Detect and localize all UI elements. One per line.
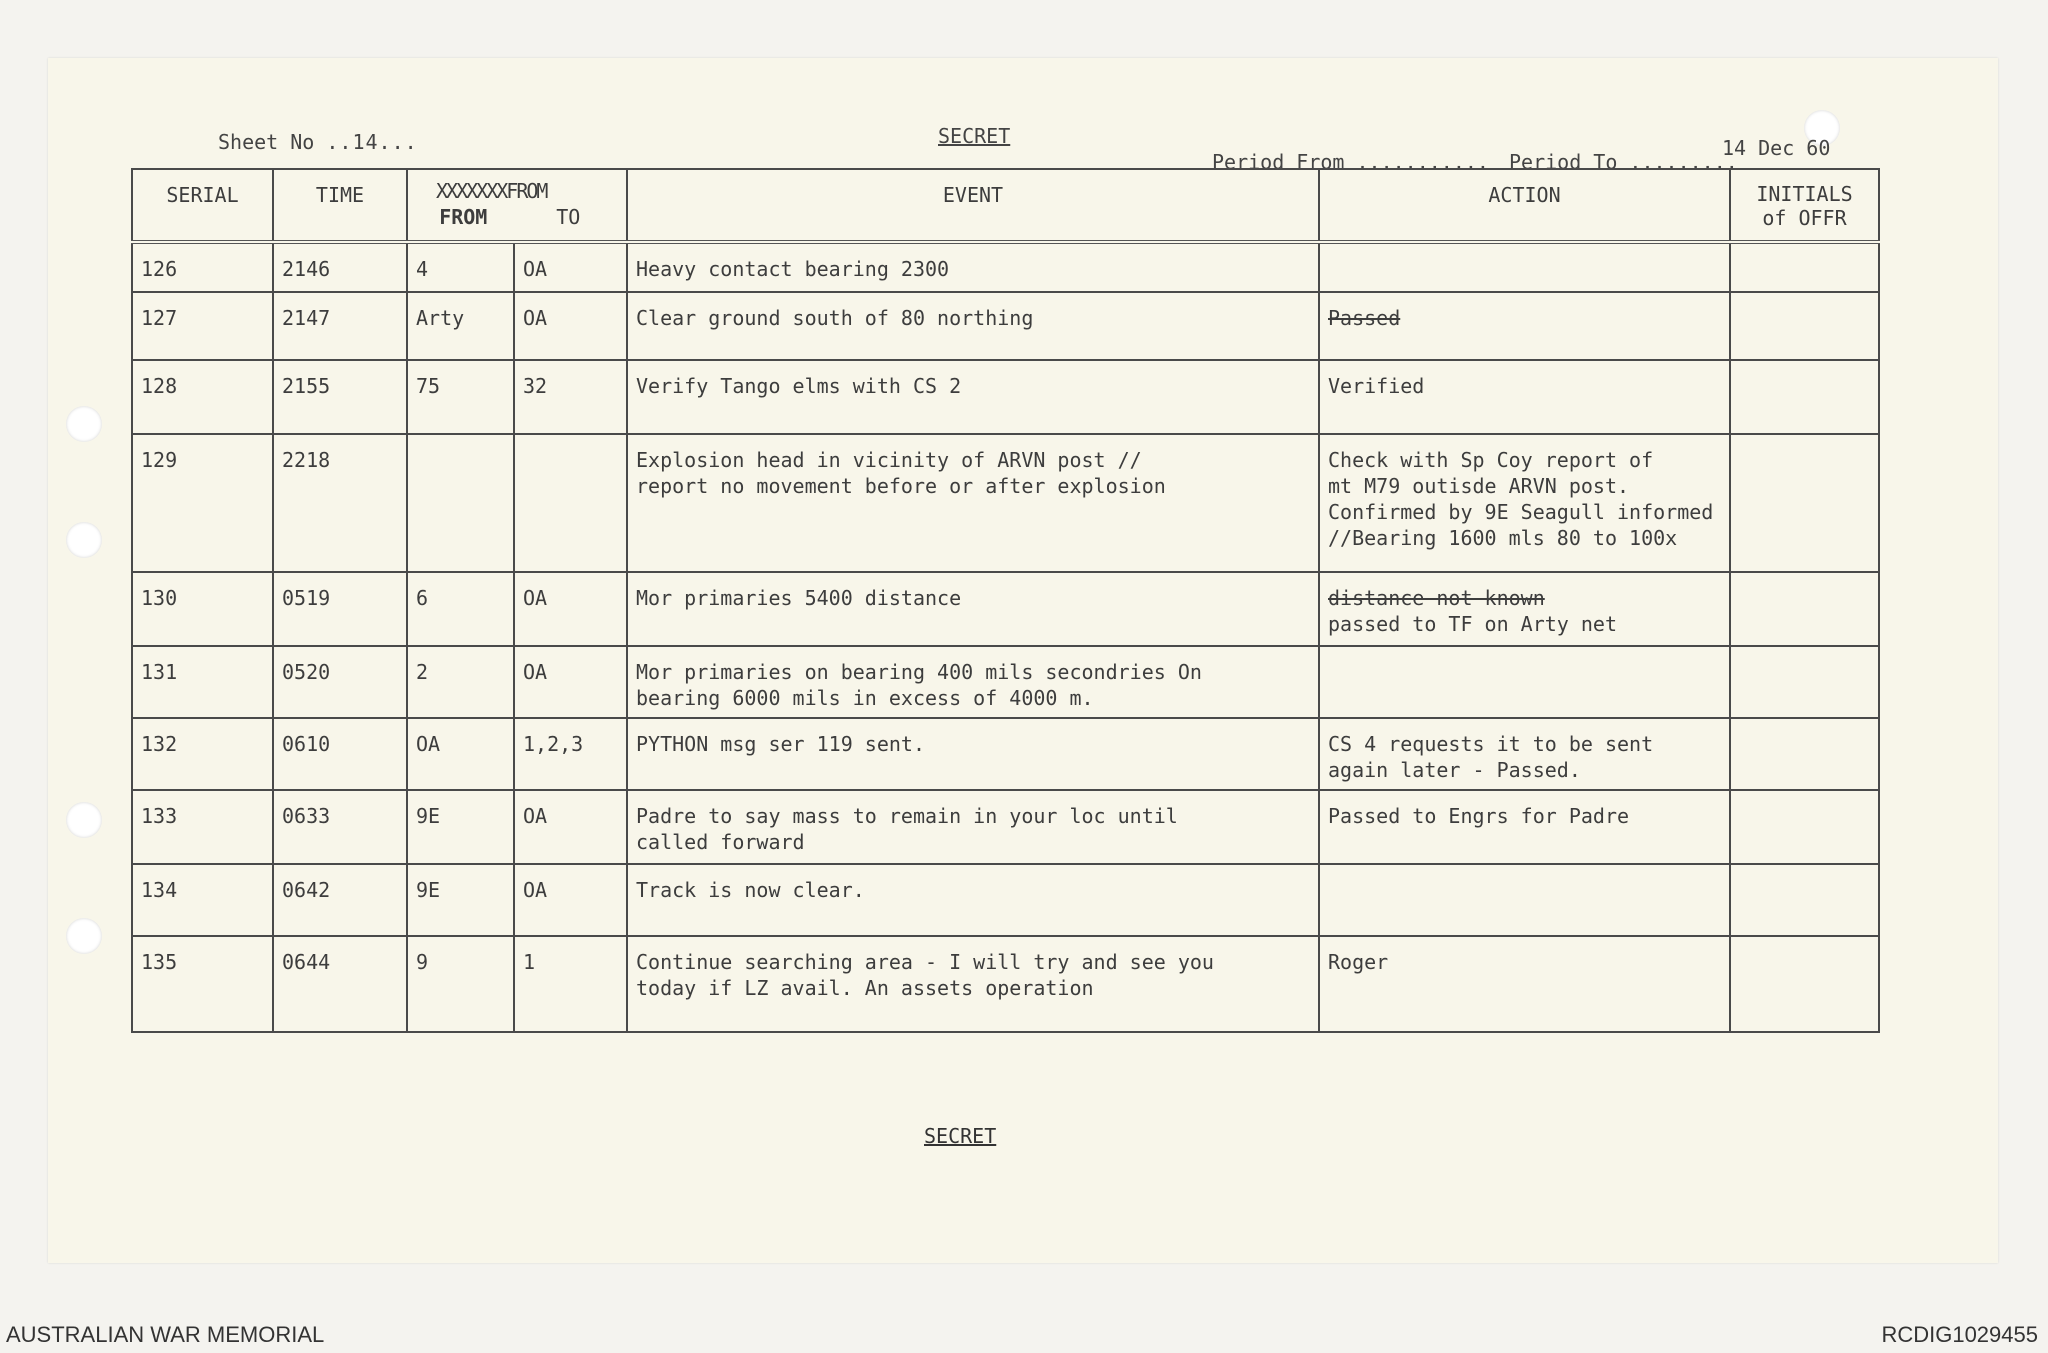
action-cell: [1319, 434, 1730, 572]
time-cell: [273, 864, 407, 936]
col-to: TO: [556, 205, 581, 229]
time-text: 2218: [282, 448, 331, 472]
initials-cell: [1730, 572, 1879, 646]
action-text: Roger: [1328, 950, 1389, 974]
event-cell: [627, 360, 1319, 434]
archive-footer: [0, 1320, 2048, 1353]
to-cell: [514, 434, 627, 572]
serial-cell: [132, 936, 273, 1032]
time-cell: [273, 572, 407, 646]
time-cell: [273, 242, 407, 292]
action-cell: [1319, 936, 1730, 1032]
event-cell: [627, 936, 1319, 1032]
sheet-value: ..14...: [326, 130, 418, 154]
table-row: [132, 292, 1879, 360]
from-text: 9E: [416, 804, 441, 828]
serial-text: 135: [141, 950, 178, 974]
period-from-value: ...........: [1356, 150, 1489, 174]
to-text: 32: [523, 374, 548, 398]
event-text: Explosion head in vicinity of ARVN post // report no movement before or after explosion: [636, 448, 1166, 498]
initials-cell: [1730, 242, 1879, 292]
time-cell: [273, 360, 407, 434]
to-text: 1,2,3: [523, 732, 584, 756]
action-cell: [1319, 360, 1730, 434]
to-cell: [514, 864, 627, 936]
time-text: 0520: [282, 660, 331, 684]
event-text: Heavy contact bearing 2300: [636, 257, 950, 281]
col-from: FROM: [439, 205, 488, 229]
to-text: OA: [523, 660, 548, 684]
document-date: 14 Dec 60: [1722, 136, 1831, 160]
event-text: Clear ground south of 80 northing: [636, 306, 1034, 330]
serial-cell: [132, 646, 273, 718]
period-from-label: Period From: [1212, 150, 1345, 174]
header-row: [132, 169, 1879, 242]
serial-text: 133: [141, 804, 178, 828]
to-text: OA: [523, 878, 548, 902]
time-cell: [273, 292, 407, 360]
action-text: Check with Sp Coy report of mt M79 outisde ARVN post. Confirmed by 9E Seagull informed //Bearing 1600 mls 80 to 100x: [1328, 448, 1714, 550]
time-text: 0519: [282, 586, 331, 610]
from-cell: [407, 242, 514, 292]
col-time: TIME: [273, 169, 407, 242]
initials-cell: [1730, 790, 1879, 864]
serial-cell: [132, 790, 273, 864]
serial-text: 128: [141, 374, 178, 398]
to-cell: [514, 718, 627, 790]
table-row: [132, 242, 1879, 292]
to-cell: [514, 646, 627, 718]
serial-cell: [132, 864, 273, 936]
to-text: OA: [523, 257, 548, 281]
serial-text: 130: [141, 586, 178, 610]
initials-cell: [1730, 936, 1879, 1032]
catalogue-id: RCDIG1029455: [1881, 1322, 2038, 1347]
col-initials-line2: of OFFR: [1762, 206, 1847, 230]
action-text: Passed: [1328, 306, 1401, 330]
event-text: Track is now clear.: [636, 878, 865, 902]
to-cell: [514, 360, 627, 434]
action-struck-text: distance not known: [1328, 586, 1545, 610]
event-text: Mor primaries 5400 distance: [636, 586, 962, 610]
initials-cell: [1730, 864, 1879, 936]
event-cell: [627, 242, 1319, 292]
punch-hole: [66, 802, 102, 838]
from-text: 2: [416, 660, 429, 684]
from-text: OA: [416, 732, 441, 756]
from-text: 9E: [416, 878, 441, 902]
log-table: [131, 168, 1880, 1033]
col-action: ACTION: [1319, 169, 1730, 242]
initials-cell: [1730, 292, 1879, 360]
log-body: [132, 242, 1879, 1032]
action-cell: [1319, 646, 1730, 718]
time-text: 0610: [282, 732, 331, 756]
time-cell: [273, 936, 407, 1032]
from-cell: [407, 790, 514, 864]
initials-cell: [1730, 646, 1879, 718]
time-text: 0642: [282, 878, 331, 902]
serial-text: 129: [141, 448, 178, 472]
to-cell: [514, 936, 627, 1032]
action-cell: [1319, 242, 1730, 292]
action-text: passed to TF on Arty net: [1328, 612, 1617, 636]
from-cell: [407, 718, 514, 790]
serial-cell: [132, 292, 273, 360]
col-serial: SERIAL: [132, 169, 273, 242]
event-text: Verify Tango elms with CS 2: [636, 374, 962, 398]
initials-cell: [1730, 360, 1879, 434]
from-cell: [407, 434, 514, 572]
col-from-to: [407, 169, 627, 242]
initials-cell: [1730, 718, 1879, 790]
initials-cell: [1730, 434, 1879, 572]
institution-name: AUSTRALIAN WAR MEMORIAL: [6, 1322, 325, 1347]
to-cell: [514, 292, 627, 360]
time-text: 2147: [282, 306, 331, 330]
time-text: 2155: [282, 374, 331, 398]
from-text: 75: [416, 374, 441, 398]
time-text: 0633: [282, 804, 331, 828]
punch-hole: [66, 918, 102, 954]
event-text: Mor primaries on bearing 400 mils secondries On bearing 6000 mils in excess of 4000 m.: [636, 660, 1202, 710]
event-cell: [627, 434, 1319, 572]
punch-hole: [66, 522, 102, 558]
table-row: [132, 434, 1879, 572]
action-text: Passed to Engrs for Padre: [1328, 804, 1630, 828]
event-text: Padre to say mass to remain in your loc until called forward: [636, 804, 1178, 854]
period-to-value: .........: [1629, 150, 1738, 174]
action-cell: [1319, 790, 1730, 864]
from-cell: [407, 936, 514, 1032]
from-cell: [407, 292, 514, 360]
table-row: [132, 718, 1879, 790]
serial-text: 127: [141, 306, 178, 330]
serial-cell: [132, 434, 273, 572]
serial-text: 134: [141, 878, 178, 902]
table-row: [132, 790, 1879, 864]
table-row: [132, 646, 1879, 718]
col-initials: [1730, 169, 1879, 242]
classification-bottom: SECRET: [924, 1124, 997, 1148]
serial-text: 132: [141, 732, 178, 756]
col-event: EVENT: [627, 169, 1319, 242]
time-cell: [273, 646, 407, 718]
from-text: 4: [416, 257, 429, 281]
to-cell: [514, 242, 627, 292]
action-cell: [1319, 292, 1730, 360]
event-text: Continue searching area - I will try and see you today if LZ avail. An assets operation: [636, 950, 1214, 1000]
table-row: [132, 936, 1879, 1032]
serial-text: 126: [141, 257, 178, 281]
time-text: 0644: [282, 950, 331, 974]
time-cell: [273, 718, 407, 790]
time-text: 2146: [282, 257, 331, 281]
from-text: 6: [416, 586, 429, 610]
from-text: 9: [416, 950, 429, 974]
table-row: [132, 572, 1879, 646]
action-cell: [1319, 718, 1730, 790]
punch-hole: [66, 406, 102, 442]
event-cell: [627, 864, 1319, 936]
to-text: 1: [523, 950, 536, 974]
event-cell: [627, 718, 1319, 790]
sheet-label: Sheet No: [218, 130, 315, 154]
from-text: Arty: [416, 306, 465, 330]
period-to-label: Period To: [1509, 150, 1618, 174]
action-text: Verified: [1328, 374, 1425, 398]
table-row: [132, 360, 1879, 434]
to-text: OA: [523, 804, 548, 828]
to-cell: [514, 790, 627, 864]
event-cell: [627, 572, 1319, 646]
action-cell: [1319, 572, 1730, 646]
event-text: PYTHON msg ser 119 sent.: [636, 732, 925, 756]
to-text: OA: [523, 306, 548, 330]
action-cell: [1319, 864, 1730, 936]
serial-cell: [132, 718, 273, 790]
action-text: CS 4 requests it to be sent again later - Passed.: [1328, 732, 1654, 782]
time-cell: [273, 434, 407, 572]
sheet-number: [218, 130, 418, 154]
serial-cell: [132, 360, 273, 434]
classification-top: SECRET: [938, 124, 1011, 148]
from-cell: [407, 646, 514, 718]
from-cell: [407, 572, 514, 646]
serial-text: 131: [141, 660, 178, 684]
serial-cell: [132, 242, 273, 292]
serial-cell: [132, 572, 273, 646]
from-cell: [407, 864, 514, 936]
time-cell: [273, 790, 407, 864]
col-from-top: XXXXXXXFROM: [436, 179, 547, 203]
table-row: [132, 864, 1879, 936]
event-cell: [627, 646, 1319, 718]
col-initials-line1: INITIALS: [1756, 182, 1853, 206]
event-cell: [627, 292, 1319, 360]
from-cell: [407, 360, 514, 434]
event-cell: [627, 790, 1319, 864]
to-cell: [514, 572, 627, 646]
to-text: OA: [523, 586, 548, 610]
